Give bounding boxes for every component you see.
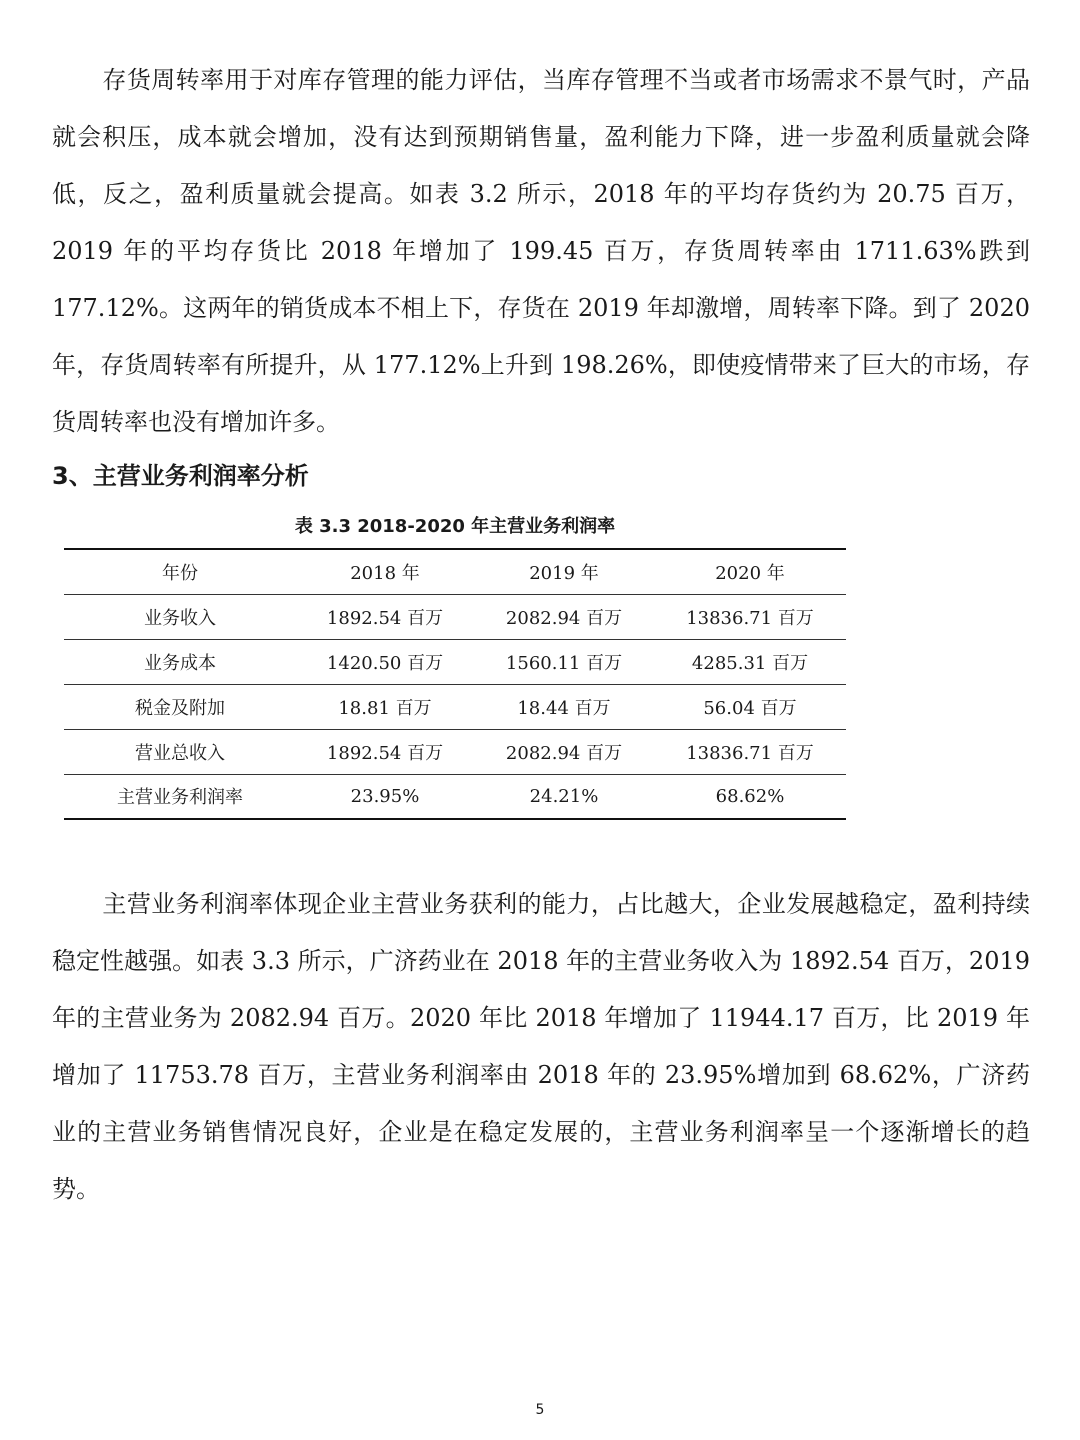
body-paragraph-inventory: [52, 52, 1030, 451]
table-cell: 68.62%: [654, 774, 846, 819]
table-cell: 业务收入: [64, 594, 296, 639]
table-cell: 营业总收入: [64, 729, 296, 774]
table-cell: 主营业务利润率: [64, 774, 296, 819]
table-row: [64, 594, 846, 639]
table-cell: 13836.71 百万: [654, 729, 846, 774]
table-cell: 2082.94 百万: [474, 729, 654, 774]
table-cell: 56.04 百万: [654, 684, 846, 729]
table-header-row: [64, 549, 846, 594]
header-cell: 年份: [64, 549, 296, 594]
table-cell: 税金及附加: [64, 684, 296, 729]
section-heading: 3、主营业务利润率分析: [52, 462, 309, 490]
table-row: [64, 639, 846, 684]
table-cell: 4285.31 百万: [654, 639, 846, 684]
table-cell: 1892.54 百万: [296, 729, 474, 774]
header-cell: 2019 年: [474, 549, 654, 594]
paragraph-text: 存货周转率用于对库存管理的能力评估，当库存管理不当或者市场需求不景气时，产品就会积压，成本就会增加，没有达到预期销售量，盈利能力下降，进一步盈利质量就会降低，反之，盈利质量就会提高。如表 3.2 所示，2018 年的平均存货约为 20.75 百万，2019 年的平均存货比 2018 年增加了 199.45 百万，存货周转率由 1711.63%跌到 177.12%。这两年的销货成本不相上下，存货在 2019 年却激增，周转率下降。到了 2020 年，存货周转率有所提升，从 177.12%上升到 198.26%，即使疫情带来了巨大的市场，存货周转率也没有增加许多。: [52, 66, 1030, 436]
table-cell: 1892.54 百万: [296, 594, 474, 639]
table-cell: 13836.71 百万: [654, 594, 846, 639]
table-cell: 业务成本: [64, 639, 296, 684]
table-cell: 1420.50 百万: [296, 639, 474, 684]
body-paragraph-profit: [52, 876, 1030, 1218]
table-cell: 23.95%: [296, 774, 474, 819]
table-row: [64, 774, 846, 819]
header-cell: 2020 年: [654, 549, 846, 594]
table-cell: 2082.94 百万: [474, 594, 654, 639]
table-row: [64, 684, 846, 729]
table-row: [64, 729, 846, 774]
header-cell: 2018 年: [296, 549, 474, 594]
profit-margin-table: [64, 548, 846, 820]
paragraph-text: 主营业务利润率体现企业主营业务获利的能力，占比越大，企业发展越稳定，盈利持续稳定性越强。如表 3.3 所示，广济药业在 2018 年的主营业务收入为 1892.54 百万，2019 年的主营业务为 2082.94 百万。2020 年比 2018 年增加了 11944.17 百万，比 2019 年增加了 11753.78 百万，主营业务利润率由 2018 年的 23.95%增加到 68.62%，广济药业的主营业务销售情况良好，企业是在稳定发展的，主营业务利润率呈一个逐渐增长的趋势。: [52, 890, 1030, 1203]
table-caption: 表 3.3 2018-2020 年主营业务利润率: [294, 516, 616, 537]
table-cell: 1560.11 百万: [474, 639, 654, 684]
table-cell: 18.81 百万: [296, 684, 474, 729]
table-cell: 18.44 百万: [474, 684, 654, 729]
page-number: 5: [535, 1402, 545, 1418]
table-cell: 24.21%: [474, 774, 654, 819]
